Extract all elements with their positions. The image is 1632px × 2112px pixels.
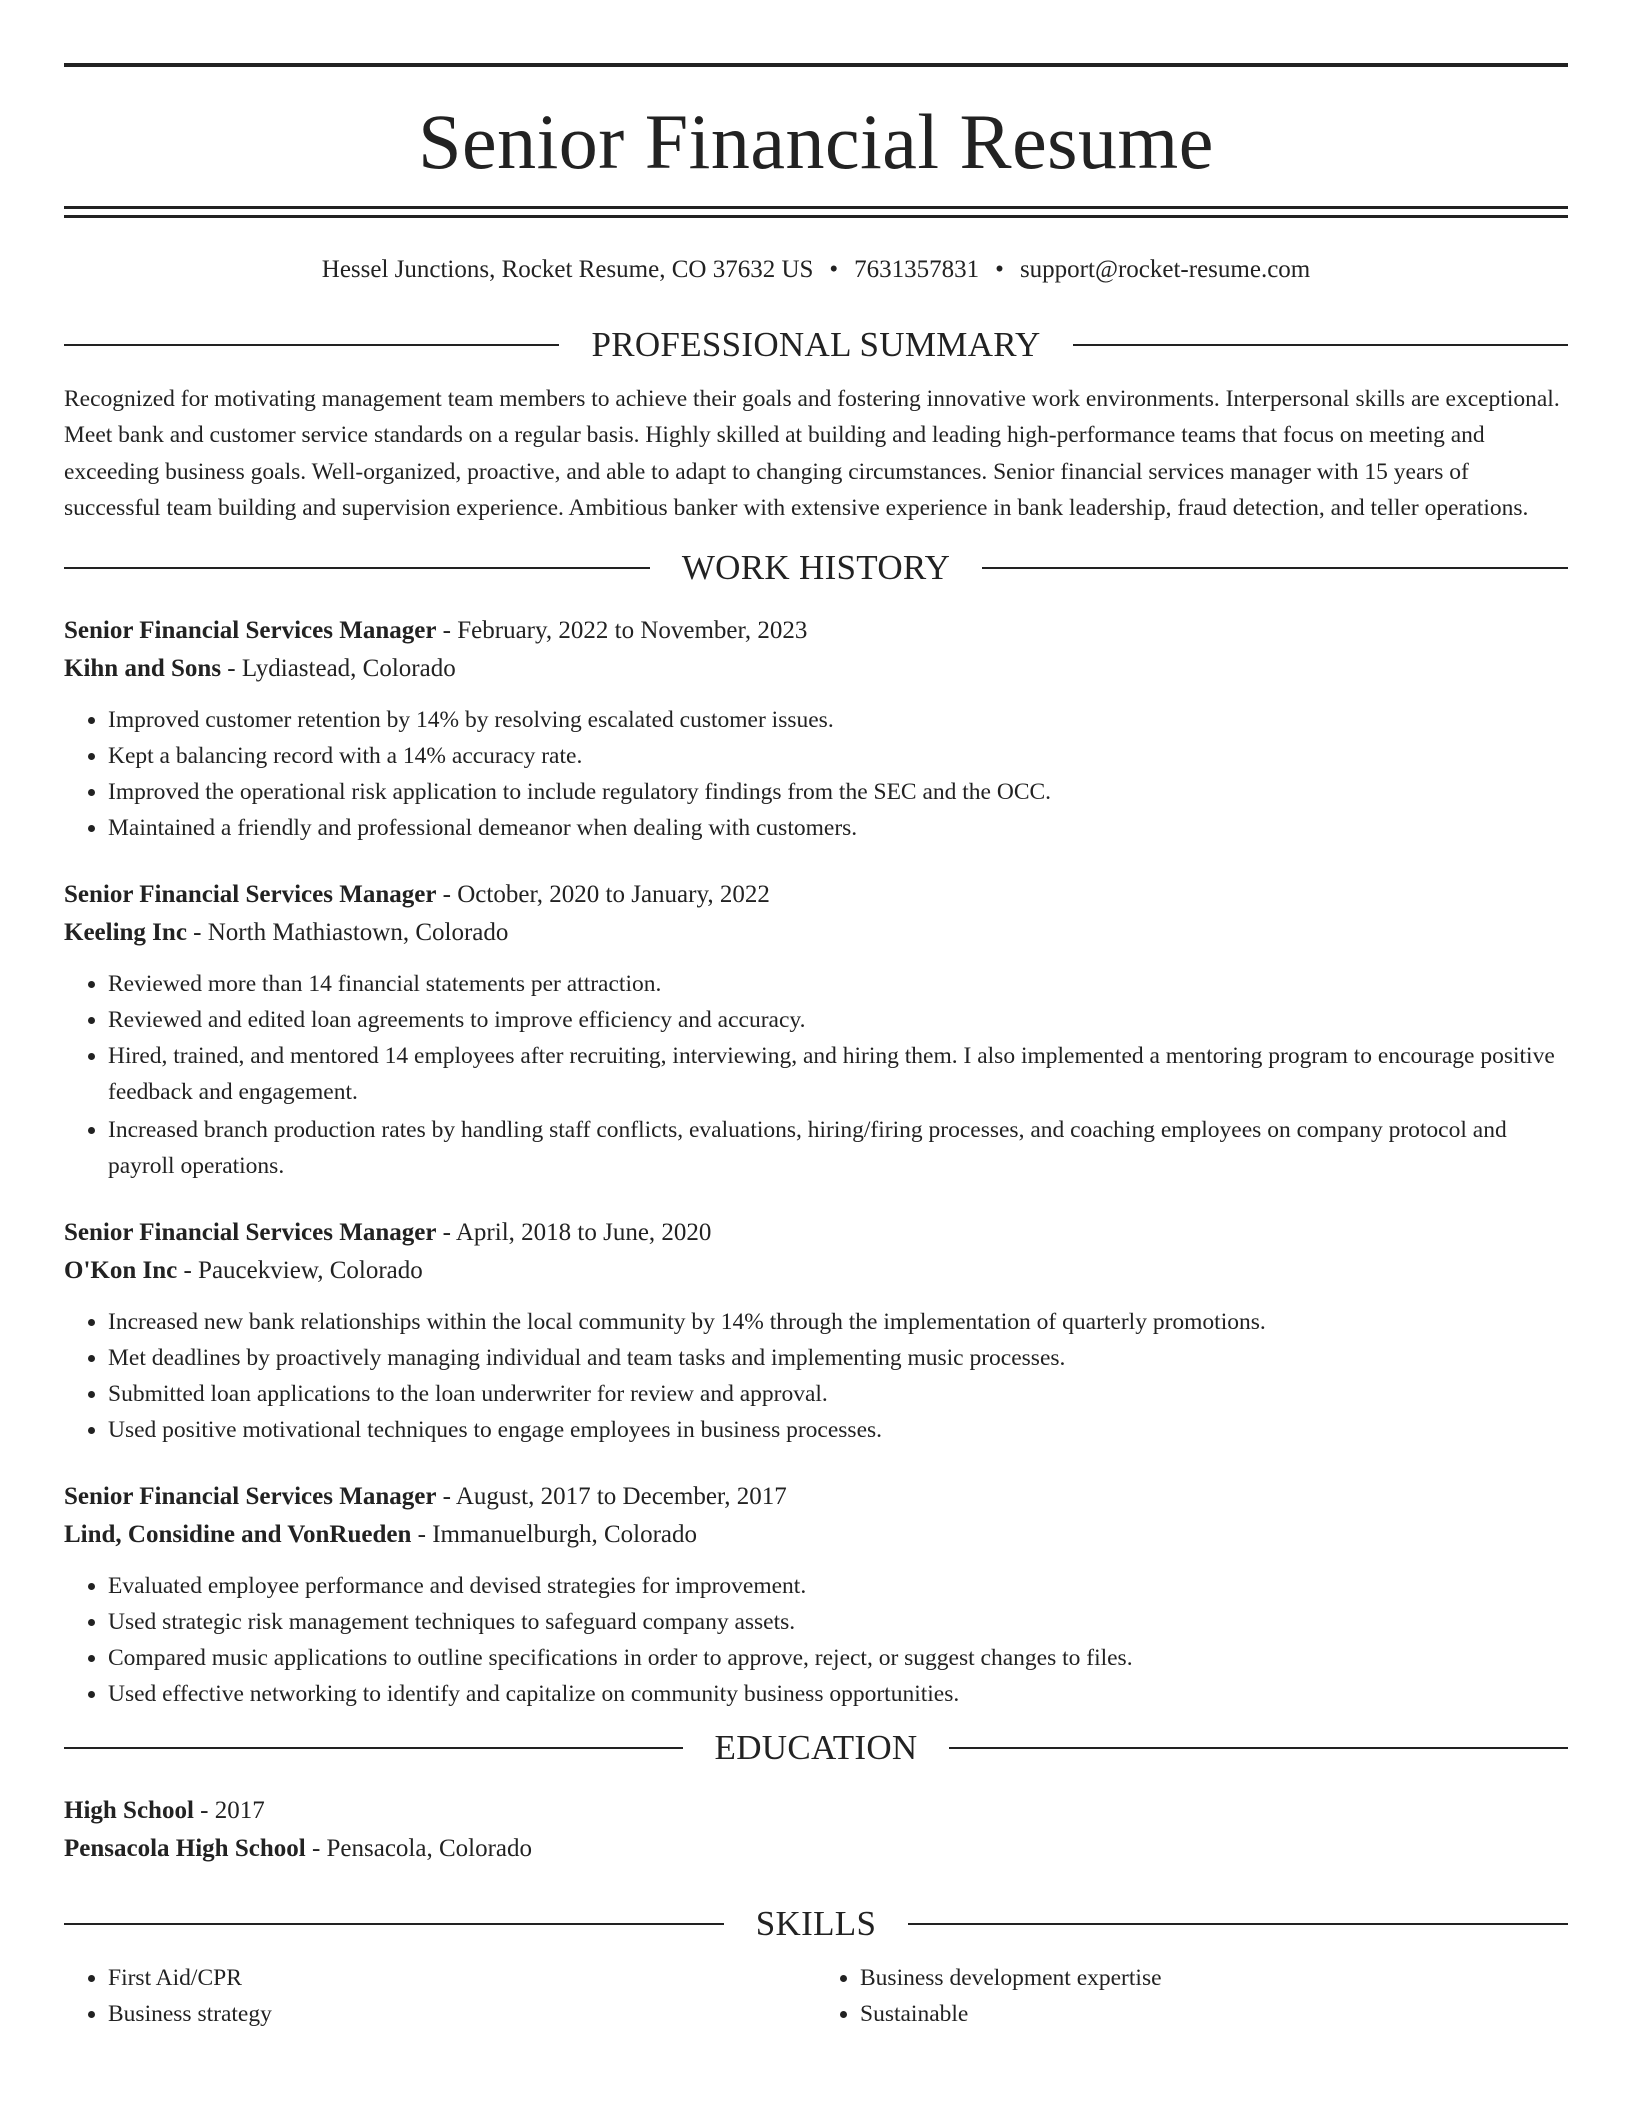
job-bullet: • Used strategic risk management techniques to safeguard company assets.	[108, 1604, 1568, 1640]
job-dates: - February, 2022 to November, 2023	[436, 617, 808, 645]
contact-email: support@rocket-resume.com	[1019, 256, 1311, 283]
job-bullet: • Met deadlines by proactively managing individual and team tasks and implementing music processes.	[108, 1340, 1568, 1376]
skills-section-heading	[64, 1904, 1568, 1944]
job-entry	[64, 1214, 1568, 1448]
job-bullet: • Hired, trained, and mentored 14 employees after recruiting, interviewing, and hiring them. I also implemented a mentoring program to encourage positive feedback and engagement.	[108, 1038, 1568, 1110]
skills-column-right	[816, 1960, 1568, 2032]
job-company: Lind, Considine and VonRueden	[64, 1521, 412, 1549]
job-company-line	[64, 914, 1568, 952]
job-bullet: • Evaluated employee performance and devised strategies for improvement.	[108, 1568, 1568, 1604]
job-location: - Immanuelburgh, Colorado	[411, 1521, 697, 1549]
section-title: EDUCATION	[714, 1728, 918, 1768]
section-rule-right	[949, 1747, 1568, 1749]
job-dates: - April, 2018 to June, 2020	[436, 1219, 712, 1247]
summary-paragraph: Recognized for motivating management team members to achieve their goals and fostering innovative work environments. Interpersonal skills are exceptional. Meet bank and customer service standards on a regular basis. Highly skilled at building and leading high-performance teams that focus on meeting and exceeding business goals. Well-organized, proactive, and able to adapt to changing circumstances. Senior financial services manager with 15 years of successful team building and supervision experience. Ambitious banker with extensive experience in bank leadership, fraud detection, and teller operations.	[64, 386, 1560, 521]
job-bullets	[64, 1304, 1568, 1448]
job-title: Senior Financial Services Manager	[64, 1483, 437, 1511]
education-section-heading	[64, 1728, 1568, 1768]
section-rule-right	[982, 567, 1568, 569]
education-year: - 2017	[193, 1797, 265, 1825]
contact-separator: •	[829, 256, 839, 283]
job-company: Keeling Inc	[64, 919, 187, 947]
skill-item: • First Aid/CPR	[108, 1960, 816, 1996]
job-title-line	[64, 1478, 1568, 1516]
job-bullet: • Submitted loan applications to the loan underwriter for review and approval.	[108, 1376, 1568, 1412]
job-company-line	[64, 1252, 1568, 1290]
skills-column-left	[64, 1960, 816, 2032]
education-entry	[64, 1792, 1568, 1868]
job-title: Senior Financial Services Manager	[64, 881, 437, 909]
skill-item: • Sustainable	[860, 1996, 1568, 2032]
job-title: Senior Financial Services Manager	[64, 1219, 437, 1247]
job-bullet: • Reviewed and edited loan agreements to improve efficiency and accuracy.	[108, 1002, 1568, 1038]
section-title: WORK HISTORY	[681, 548, 951, 588]
job-title-line	[64, 612, 1568, 650]
job-dates: - August, 2017 to December, 2017	[436, 1483, 787, 1511]
job-title-line	[64, 876, 1568, 914]
education-school: Pensacola High School	[64, 1835, 306, 1863]
job-bullets	[64, 1568, 1568, 1712]
skill-item: • Business strategy	[108, 1996, 816, 2032]
contact-line	[64, 250, 1568, 290]
job-company: O'Kon Inc	[64, 1257, 178, 1285]
education-school-line	[64, 1830, 1568, 1868]
section-rule-right	[1073, 344, 1568, 346]
summary-section-heading	[64, 325, 1568, 365]
section-rule-left	[64, 567, 650, 569]
top-rule	[64, 63, 1568, 67]
job-bullet: • Compared music applications to outline specifications in order to approve, reject, or suggest changes to files.	[108, 1640, 1568, 1676]
section-rule-left	[64, 344, 559, 346]
job-bullet: • Used positive motivational techniques to engage employees in business processes.	[108, 1412, 1568, 1448]
job-title: Senior Financial Services Manager	[64, 617, 437, 645]
job-entry	[64, 876, 1568, 1184]
job-bullets	[64, 966, 1568, 1184]
education-degree-line	[64, 1792, 1568, 1830]
contact-address: Hessel Junctions, Rocket Resume, CO 37632 US	[321, 256, 814, 283]
section-rule-left	[64, 1747, 683, 1749]
job-company: Kihn and Sons	[64, 655, 222, 683]
contact-phone: 7631357831	[854, 256, 980, 283]
double-rule	[64, 206, 1568, 218]
job-company-line	[64, 1516, 1568, 1554]
section-rule-right	[908, 1923, 1568, 1925]
education-degree: High School	[64, 1797, 194, 1825]
skills-list	[64, 1960, 1568, 2032]
resume-title: Senior Financial Resume	[418, 98, 1214, 185]
job-dates: - October, 2020 to January, 2022	[436, 881, 770, 909]
job-bullet: • Increased new bank relationships within the local community by 14% through the implementation of quarterly promotions.	[108, 1304, 1568, 1340]
job-bullet: • Improved the operational risk application to include regulatory findings from the SEC and the OCC.	[108, 774, 1568, 810]
job-location: - Paucekview, Colorado	[177, 1257, 423, 1285]
section-title: PROFESSIONAL SUMMARY	[591, 325, 1041, 364]
section-rule-left	[64, 1923, 724, 1925]
job-location: - Lydiastead, Colorado	[221, 655, 456, 683]
job-entry	[64, 612, 1568, 846]
skill-item: • Business development expertise	[860, 1960, 1568, 1996]
contact-separator: •	[995, 256, 1004, 283]
job-bullet: • Increased branch production rates by handling staff conflicts, evaluations, hiring/firing processes, and coaching employees on company protocol and payroll operations.	[108, 1112, 1568, 1184]
job-bullet: • Reviewed more than 14 financial statements per attraction.	[108, 966, 1568, 1002]
job-title-line	[64, 1214, 1568, 1252]
job-bullet: • Improved customer retention by 14% by resolving escalated customer issues.	[108, 702, 1568, 738]
work-section-heading	[64, 548, 1568, 588]
section-title: SKILLS	[755, 1904, 877, 1944]
job-bullet: • Maintained a friendly and professional demeanor when dealing with customers.	[108, 810, 1568, 846]
job-bullet: • Kept a balancing record with a 14% accuracy rate.	[108, 738, 1568, 774]
job-location: - North Mathiastown, Colorado	[186, 919, 509, 947]
job-bullet: • Used effective networking to identify and capitalize on community business opportunities.	[108, 1676, 1568, 1712]
job-company-line	[64, 650, 1568, 688]
resume-page	[64, 0, 1568, 2032]
job-entry	[64, 1478, 1568, 1712]
education-location: - Pensacola, Colorado	[305, 1835, 533, 1863]
job-bullets	[64, 702, 1568, 846]
